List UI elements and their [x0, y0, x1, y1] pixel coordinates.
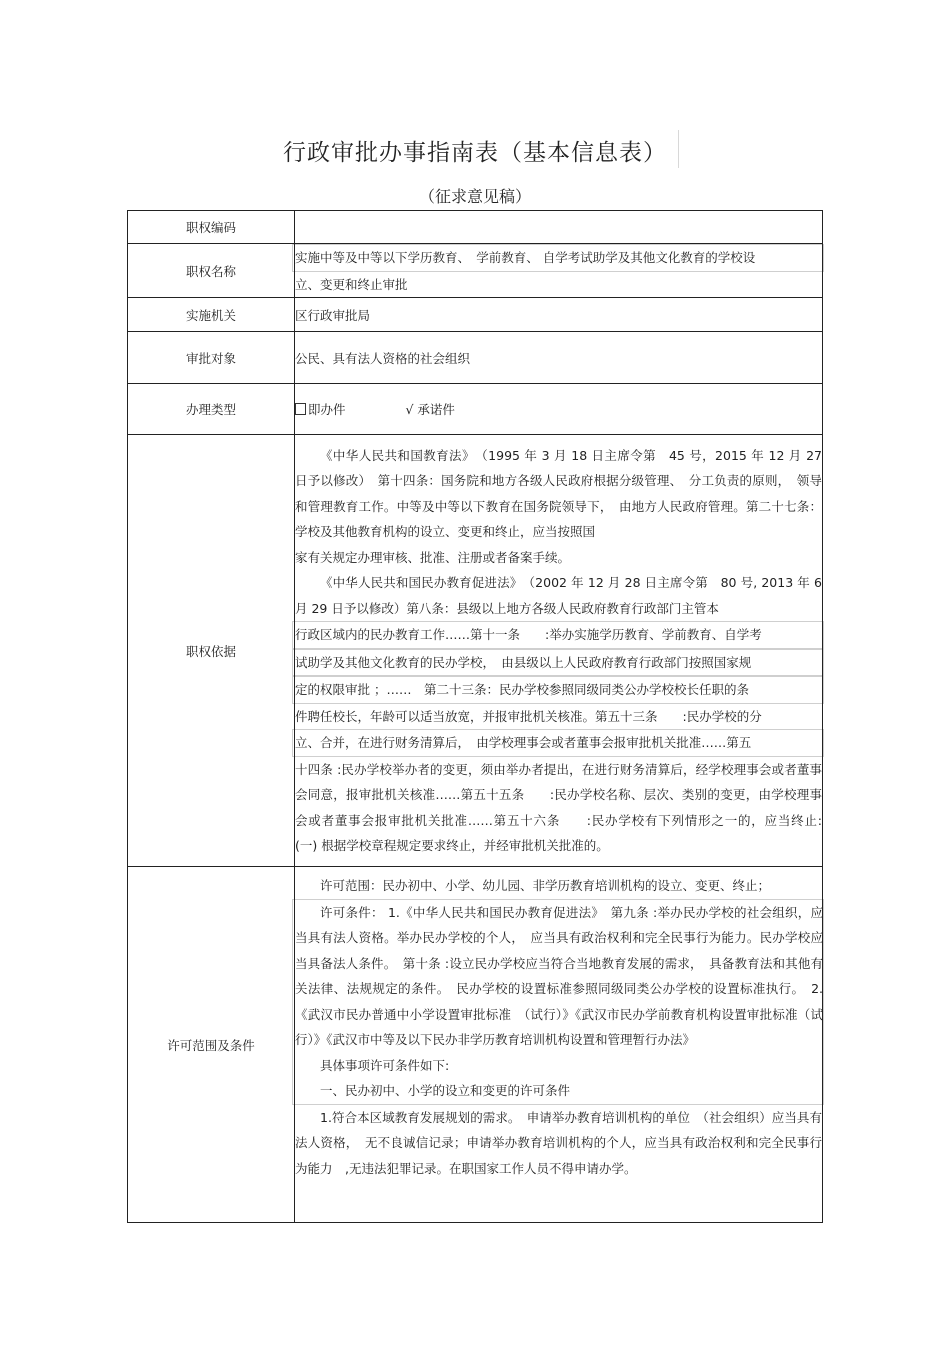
value-basis [295, 435, 835, 867]
basis-p1: 《中华人民共和国教育法》 （1995 年 3 月 18 日主席令第 45 号，2015 年 12 月 27 日予以修改） 第十四条：国务院和地方各级人民政府根据分级管理、 分工负责的原则， 领导和管理教育工作。中等及中等以下教育在国务院领导下， 由地方人民政府管理。第二十七条：学校及其他教育机构的设立、变更和终止，应当按照国 [295, 447, 822, 539]
label-basis: 职权依据 [128, 435, 295, 867]
title-divider [678, 130, 679, 168]
scope-p5: 1.符合本区域教育发展规划的需求。 申请举办教育培训机构的单位 （社会组织）应当具有法人资格， 无不良诚信记录；申请举办教育培训机构的个人，应当具有政治权利和完全民事行为能力 ,无违法犯罪记录。在职国家工作人员不得申请办学。 [295, 1109, 822, 1176]
name-line1: 实施中等及中等以下学历教育、 学前教育、 自学考试助学及其他文化教育的学校设 [292, 244, 824, 272]
basis-p2g: 十四条 :民办学校举办者的变更，须由举办者提出，在进行财务清算后，经学校理事会或者董事会同意，报审批机关核准……第五十五条 :民办学校名称、层次、类别的变更，由学校理事会或者董事会报审批机关批准……第五十六条 :民办学校有下列情形之一的，应当终止: (一) 根据学校章程规定要求终止，并经审批机关批准的。 [295, 761, 835, 853]
row-agency [128, 298, 823, 332]
label-name: 职权名称 [128, 244, 295, 298]
value-code [295, 211, 823, 244]
basis-p2a: 《中华人民共和国民办教育促进法》 （2002 年 12 月 28 日主席令第 80 号, 2013 年 6 月 29 日予以修改）第八条：县级以上地方各级人民政府教育行政部门主管本 [295, 575, 822, 616]
label-target: 审批对象 [128, 332, 295, 384]
value-type [295, 384, 823, 435]
name-line2: 立、变更和终止审批 [295, 276, 408, 292]
value-scope [295, 867, 823, 1223]
checkbox-empty-icon [295, 403, 306, 415]
scope-p3: 具体事项许可条件如下: [320, 1057, 450, 1073]
value-target: 公民、具有法人资格的社会组织 [295, 332, 823, 384]
value-agency: 区行政审批局 [295, 298, 823, 332]
type-option-promise: √ 承诺件 [405, 402, 455, 417]
label-agency: 实施机关 [128, 298, 295, 332]
scope-p1: 许可范围：民办初中、小学、幼儿园、非学历教育培训机构的设立、变更、终止； [320, 878, 771, 893]
label-code: 职权编码 [128, 211, 295, 244]
row-code [128, 211, 823, 244]
label-scope: 许可范围及条件 [128, 867, 295, 1223]
info-table [127, 210, 835, 1223]
basis-p2f: 立、合并，在进行财务清算后， 由学校理事会或者董事会报审批机关批准……第五 [292, 729, 824, 757]
label-type: 办理类型 [128, 384, 295, 435]
basis-p2d: 定的权限审批 ；…… 第二十三条：民办学校参照同级同类公办学校校长任职的条 [292, 676, 824, 704]
scope-conditions-box [292, 899, 824, 1105]
value-name [295, 244, 823, 298]
row-basis [128, 435, 823, 867]
basis-p2e: 件聘任校长，年龄可以适当放宽，并报审批机关核准。第五十三条 :民办学校的分 [295, 708, 762, 724]
row-name [128, 244, 823, 298]
row-target [128, 332, 823, 384]
basis-p2c: 试助学及其他文化教育的民办学校， 由县级以上人民政府教育行政部门按照国家规 [292, 649, 824, 677]
page-subtitle: （征求意见稿） [418, 187, 531, 206]
type-option-instant: 即办件 [308, 402, 346, 417]
scope-p2: 许可条件： 1.《中华人民共和国民办教育促进法》 第九条 :举办民办学校的社会组织，应当具有法人资格。举办民办学校的个人， 应当具有政治权利和完全民事行为能力。民办学校应当具备法人条件。 第十条 :设立民办学校应当符合当地教育发展的需求， 具备教育法和其他有关法律、法规规定的条件。 民办学校的设置标准参照同级同类公办学校的设置标准执行。 2.《武汉市民办普通中小学设置审批标准 （试行）》《武汉市民办学前教育机构设置审批标准（试行）》《武汉市中等及以下民办非学历教育培训机构设置和管理暂行办法》 [295, 904, 823, 1047]
row-type [128, 384, 823, 435]
basis-p2b: 行政区域内的民办教育工作……第十一条 :举办实施学历教育、学前教育、自学考 [292, 621, 824, 649]
row-scope [128, 867, 823, 1223]
scope-p4: 一、民办初中、小学的设立和变更的许可条件 [320, 1083, 571, 1098]
page-title: 行政审批办事指南表（基本信息表） [283, 140, 667, 166]
basis-p1b: 家有关规定办理审核、批准、注册或者备案手续。 [295, 549, 571, 565]
